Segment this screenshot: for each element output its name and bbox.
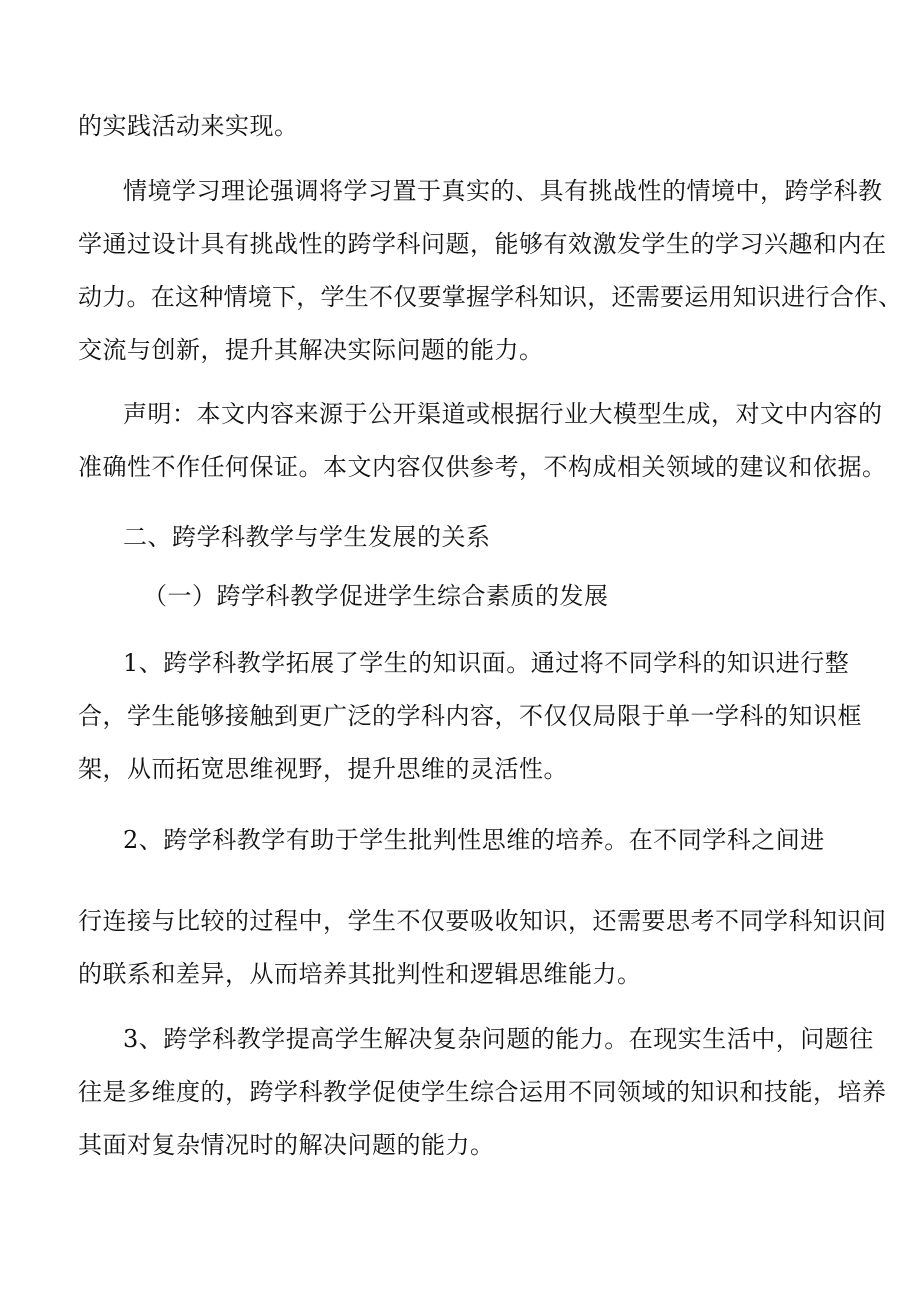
list-item-line: 2、跨学科教学有助于学生批判性思维的培养。在不同学科之间进 bbox=[123, 826, 825, 854]
paragraph-continuation-line: 的实践活动来实现。 bbox=[78, 112, 299, 140]
list-item-line: 1、跨学科教学拓展了学生的知识面。通过将不同学科的知识进行整 bbox=[123, 649, 850, 677]
list-item-line: 合，学生能够接触到更广泛的学科内容，不仅仅局限于单一学科的知识框 bbox=[78, 702, 862, 730]
disclaimer-line: 声明：本文内容来源于公开渠道或根据行业大模型生成，对文中内容的 bbox=[123, 400, 883, 428]
paragraph-line: 学通过设计具有挑战性的跨学科问题，能够有效激发学生的学习兴趣和内在 bbox=[78, 230, 887, 258]
paragraph-line: 交流与创新，提升其解决实际问题的能力。 bbox=[78, 336, 544, 364]
paragraph-line: 动力。在这种情境下，学生不仅要掌握学科知识，还需要运用知识进行合作、 bbox=[78, 283, 903, 311]
subsection-heading: （一）跨学科教学促进学生综合素质的发展 bbox=[143, 582, 609, 610]
list-item-line: 3、跨学科教学提高学生解决复杂问题的能力。在现实生活中，问题往 bbox=[123, 1025, 874, 1053]
list-item-line: 往是多维度的，跨学科教学促使学生综合运用不同领域的知识和技能，培养 bbox=[78, 1078, 887, 1106]
list-item-line: 的联系和差异，从而培养其批判性和逻辑思维能力。 bbox=[78, 960, 642, 988]
list-item-line: 其面对复杂情况时的解决问题的能力。 bbox=[78, 1131, 495, 1159]
list-item-line: 架，从而拓宽思维视野，提升思维的灵活性。 bbox=[78, 755, 568, 783]
disclaimer-line: 准确性不作任何保证。本文内容仅供参考，不构成相关领域的建议和依据。 bbox=[78, 453, 887, 481]
list-item-line: 行连接与比较的过程中，学生不仅要吸收知识，还需要思考不同学科知识间 bbox=[78, 907, 887, 935]
paragraph-line: 情境学习理论强调将学习置于真实的、具有挑战性的情境中，跨学科教 bbox=[123, 177, 883, 205]
section-heading: 二、跨学科教学与学生发展的关系 bbox=[123, 523, 491, 551]
